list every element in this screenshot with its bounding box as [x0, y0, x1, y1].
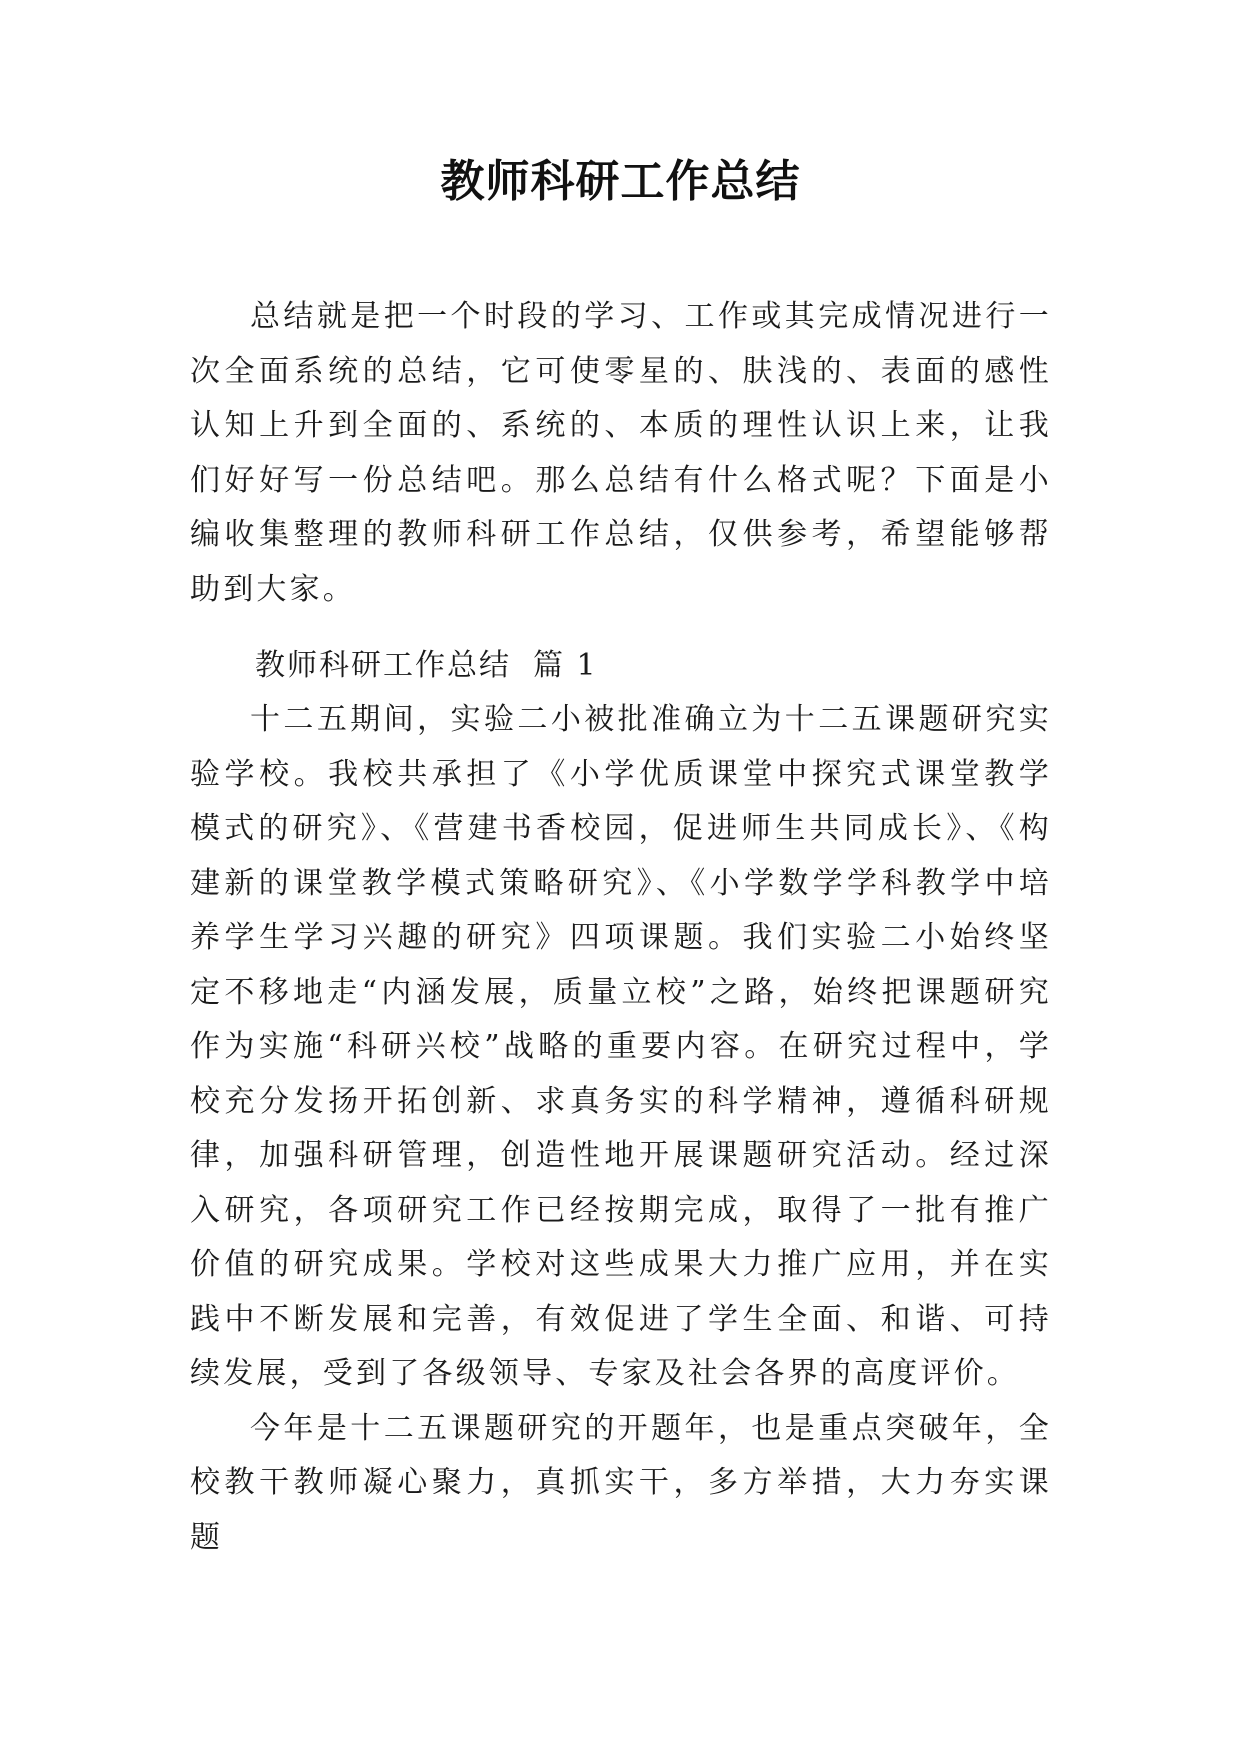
section-paragraph-2: 今年是十二五课题研究的开题年，也是重点突破年，全校教干教师凝心聚力，真抓实干，多方举措，大力夯实课题 — [190, 1410, 1052, 1555]
section-heading-title: 教师科研工作总结 — [255, 648, 511, 683]
section-body — [190, 693, 1052, 1565]
section-paragraph-1: 十二五期间，实验二小被批准确立为十二五课题研究实验学校。我校共承担了《小学优质课堂中探究式课堂教学模式的研究》、《营建书香校园，促进师生共同成长》、《构建新的课堂教学模式策略研究》、《小学数学学科教学中培养学生学习兴趣的研究》四项课题。我们实验二小始终坚定不移地走“内涵发展，质量立校”之路，始终把课题研究作为实施“科研兴校”战略的重要内容。在研究过程中，学校充分发扬开拓创新、求真务实的科学精神，遵循科研规律，加强科研管理，创造性地开展课题研究活动。经过深入研究，各项研究工作已经按期完成，取得了一批有推广价值的研究成果。学校对这些成果大力推广应用，并在实践中不断发展和完善，有效促进了学生全面、和谐、可持续发展，受到了各级领导、专家及社会各界的高度评价。 — [190, 702, 1052, 1391]
intro-paragraph: 总结就是把一个时段的学习、工作或其完成情况进行一次全面系统的总结，它可使零星的、肤浅的、表面的感性认知上升到全面的、系统的、本质的理性认识上来，让我们好好写一份总结吧。那么总结有什么格式呢？下面是小编收集整理的教师科研工作总结，仅供参考，希望能够帮助到大家。 — [190, 299, 1052, 607]
section-heading — [255, 639, 598, 693]
intro-block — [190, 290, 1052, 617]
section-heading-label: 篇 1 — [533, 648, 598, 683]
document-title: 教师科研工作总结 — [440, 156, 801, 207]
